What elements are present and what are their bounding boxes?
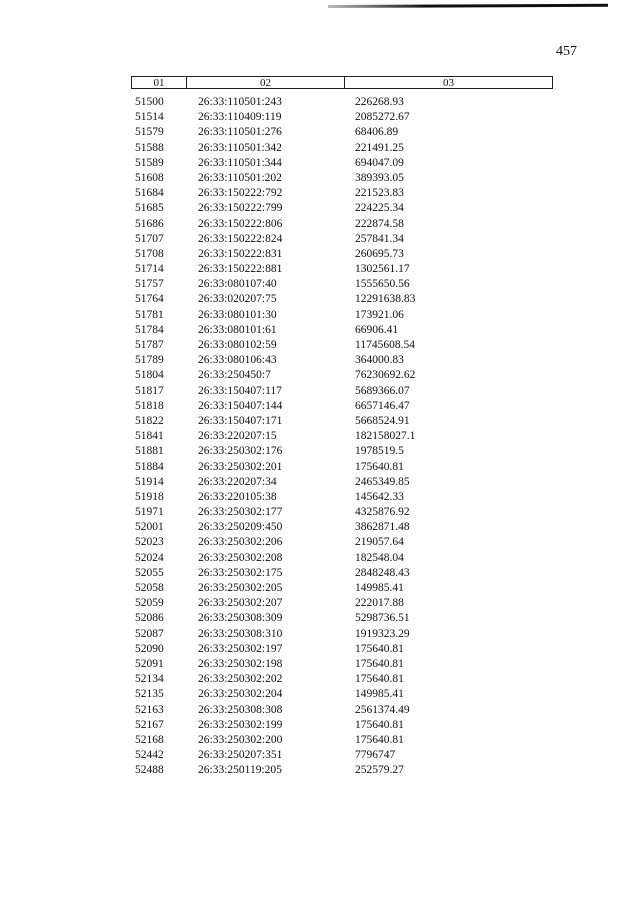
cell-value: 149985.41	[355, 582, 404, 594]
table-row	[133, 596, 495, 611]
table-row	[133, 95, 495, 110]
cell-cadastral-number: 26:33:250302:177	[198, 506, 283, 519]
cell-id: 52442	[135, 749, 164, 762]
table-row	[133, 217, 495, 232]
cell-cadastral-number: 26:33:150222:824	[198, 232, 283, 245]
cell-value: 12291638.83	[355, 293, 416, 306]
cell-cadastral-number: 26:33:250119:205	[198, 764, 282, 777]
cell-id: 52055	[135, 566, 164, 579]
cell-value: 222874.58	[355, 217, 404, 230]
cell-cadastral-number: 26:33:250209:450	[198, 521, 283, 534]
table-row	[133, 247, 495, 262]
cell-id: 51817	[135, 384, 164, 397]
cell-id: 51684	[135, 187, 164, 200]
cell-id: 51579	[135, 126, 164, 139]
cell-id: 52059	[135, 597, 164, 610]
cell-id: 52086	[135, 612, 164, 625]
cell-value: 224225.34	[355, 202, 404, 215]
cell-id: 51841	[135, 430, 164, 443]
cell-cadastral-number: 26:33:150407:144	[198, 399, 283, 412]
cell-id: 51918	[135, 490, 164, 503]
page-number: 457	[556, 44, 577, 59]
cell-cadastral-number: 26:33:250302:202	[198, 673, 283, 686]
cell-cadastral-number: 26:33:250302:175	[198, 566, 283, 579]
cell-cadastral-number: 26:33:110501:243	[198, 96, 282, 108]
cell-value: 221523.83	[355, 187, 404, 200]
cell-value: 173921.06	[355, 308, 404, 321]
cell-id: 51789	[135, 354, 164, 367]
table-row	[133, 262, 495, 277]
cell-id: 51500	[135, 96, 164, 108]
table-row	[133, 125, 495, 140]
cell-value: 222017.88	[355, 597, 404, 610]
cell-cadastral-number: 26:33:250308:309	[198, 612, 283, 625]
table-row	[133, 368, 495, 383]
cell-value: 175640.81	[355, 460, 404, 473]
cell-value: 2085272.67	[355, 111, 410, 124]
cell-id: 52058	[135, 582, 164, 594]
cell-cadastral-number: 26:33:250302:201	[198, 460, 283, 473]
table-row	[133, 429, 495, 444]
cell-value: 252579.27	[355, 764, 404, 777]
cell-cadastral-number: 26:33:250308:310	[198, 627, 283, 640]
cell-cadastral-number: 26:33:250302:208	[198, 551, 283, 564]
table-row	[133, 323, 495, 338]
cell-id: 51707	[135, 232, 164, 245]
cell-cadastral-number: 26:33:080107:40	[198, 278, 277, 291]
cell-value: 4325876.92	[355, 506, 410, 519]
table-row	[133, 110, 495, 125]
cell-id: 51884	[135, 460, 164, 473]
cell-value: 6657146.47	[355, 399, 410, 412]
table-header	[131, 76, 553, 89]
cell-id: 51608	[135, 171, 164, 184]
cell-cadastral-number: 26:33:250302:198	[198, 657, 283, 670]
cell-value: 175640.81	[355, 673, 404, 686]
cell-value: 66906.41	[355, 323, 399, 336]
table-row	[133, 444, 495, 459]
cell-value: 2848248.43	[355, 566, 410, 579]
cell-value: 694047.09	[355, 156, 404, 169]
cell-value: 221491.25	[355, 141, 404, 154]
cell-cadastral-number: 26:33:080101:61	[198, 323, 277, 336]
top-rule	[328, 4, 608, 8]
cell-value: 219057.64	[355, 536, 404, 549]
cell-value: 5668524.91	[355, 414, 410, 427]
cell-cadastral-number: 26:33:080102:59	[198, 339, 277, 351]
cell-cadastral-number: 26:33:150222:881	[198, 263, 283, 276]
table-row	[133, 338, 495, 353]
table-row	[133, 156, 495, 171]
table-row	[133, 535, 495, 550]
cell-cadastral-number: 26:33:220207:34	[198, 475, 277, 488]
cell-value: 175640.81	[355, 642, 404, 655]
table-row	[133, 566, 495, 581]
table-row	[133, 733, 495, 748]
cell-id: 52134	[135, 673, 164, 686]
cell-id: 51822	[135, 414, 164, 427]
cell-cadastral-number: 26:33:250302:199	[198, 718, 283, 731]
cell-value: 364000.83	[355, 354, 404, 367]
cell-value: 5298736.51	[355, 612, 410, 625]
cell-value: 1302561.17	[355, 263, 410, 276]
table-row	[133, 186, 495, 201]
table-row	[133, 201, 495, 216]
table-row	[133, 277, 495, 292]
table-row	[133, 232, 495, 247]
cell-value: 7796747	[355, 749, 396, 762]
cell-cadastral-number: 26:33:080106:43	[198, 354, 277, 367]
table-row	[133, 703, 495, 718]
cell-id: 51818	[135, 399, 164, 412]
cell-cadastral-number: 26:33:150222:792	[198, 187, 283, 200]
cell-value: 389393.05	[355, 171, 404, 184]
table-row	[133, 490, 495, 505]
cell-cadastral-number: 26:33:250302:176	[198, 445, 283, 458]
cell-id: 52488	[135, 764, 164, 777]
cell-id: 52024	[135, 551, 164, 564]
table-body	[133, 95, 495, 778]
table-row	[133, 171, 495, 186]
table-row	[133, 475, 495, 490]
table-row	[133, 460, 495, 475]
table-row	[133, 308, 495, 323]
cell-id: 52090	[135, 642, 164, 655]
cell-id: 51686	[135, 217, 164, 230]
cell-value: 175640.81	[355, 657, 404, 670]
cell-cadastral-number: 26:33:220105:38	[198, 490, 277, 503]
cell-value: 11745608.54	[355, 339, 415, 351]
cell-id: 51757	[135, 278, 164, 291]
table-row	[133, 611, 495, 626]
cell-cadastral-number: 26:33:250302:207	[198, 597, 283, 610]
cell-value: 182548.04	[355, 551, 404, 564]
cell-id: 51685	[135, 202, 164, 215]
cell-id: 51804	[135, 369, 164, 382]
table-row	[133, 399, 495, 414]
cell-cadastral-number: 26:33:250308:308	[198, 703, 283, 716]
table-row	[133, 353, 495, 368]
column-header-02: 02	[187, 77, 345, 88]
cell-id: 51881	[135, 445, 164, 458]
cell-id: 52168	[135, 733, 164, 746]
cell-value: 3862871.48	[355, 521, 410, 534]
cell-id: 51588	[135, 141, 164, 154]
table-row	[133, 141, 495, 156]
cell-cadastral-number: 26:33:080101:30	[198, 308, 277, 321]
cell-value: 260695.73	[355, 247, 404, 260]
cell-cadastral-number: 26:33:110501:344	[198, 156, 282, 169]
cell-value: 145642.33	[355, 490, 404, 503]
table-row	[133, 627, 495, 642]
cell-cadastral-number: 26:33:250302:205	[198, 582, 283, 594]
table-row	[133, 520, 495, 535]
cell-cadastral-number: 26:33:110501:276	[198, 126, 282, 139]
cell-id: 51781	[135, 308, 164, 321]
cell-cadastral-number: 26:33:150222:806	[198, 217, 283, 230]
table-row	[133, 505, 495, 520]
cell-id: 52135	[135, 688, 164, 701]
cell-cadastral-number: 26:33:250207:351	[198, 749, 283, 762]
table-row	[133, 581, 495, 596]
table-row	[133, 642, 495, 657]
cell-cadastral-number: 26:33:020207:75	[198, 293, 277, 306]
cell-cadastral-number: 26:33:250302:204	[198, 688, 283, 701]
cell-id: 51764	[135, 293, 164, 306]
cell-cadastral-number: 26:33:150407:117	[198, 384, 282, 397]
cell-value: 76230692.62	[355, 369, 416, 382]
cell-cadastral-number: 26:33:150222:831	[198, 247, 283, 260]
cell-value: 2561374.49	[355, 703, 410, 716]
cell-id: 52023	[135, 536, 164, 549]
cell-cadastral-number: 26:33:110501:202	[198, 171, 282, 184]
cell-value: 226268.93	[355, 96, 404, 108]
cell-id: 52163	[135, 703, 164, 716]
cell-value: 175640.81	[355, 718, 404, 731]
cell-cadastral-number: 26:33:250302:200	[198, 733, 283, 746]
cell-id: 51514	[135, 111, 164, 124]
table-row	[133, 657, 495, 672]
cell-cadastral-number: 26:33:250302:197	[198, 642, 283, 655]
cell-value: 149985.41	[355, 688, 404, 701]
cell-value: 1978519.5	[355, 445, 404, 458]
table-row	[133, 384, 495, 399]
cell-cadastral-number: 26:33:220207:15	[198, 430, 277, 443]
cell-cadastral-number: 26:33:250302:206	[198, 536, 283, 549]
table-row	[133, 551, 495, 566]
table-row	[133, 748, 495, 763]
cell-id: 52091	[135, 657, 164, 670]
cell-value: 1919323.29	[355, 627, 410, 640]
cell-value: 5689366.07	[355, 384, 410, 397]
cell-value: 175640.81	[355, 733, 404, 746]
table-row	[133, 672, 495, 687]
cell-id: 51914	[135, 475, 164, 488]
cell-cadastral-number: 26:33:110409:119	[198, 111, 282, 124]
table-row	[133, 718, 495, 733]
cell-id: 51787	[135, 339, 164, 351]
cell-id: 51971	[135, 506, 164, 519]
cell-value: 257841.34	[355, 232, 404, 245]
cell-value: 1555650.56	[355, 278, 410, 291]
cell-cadastral-number: 26:33:250450:7	[198, 369, 271, 382]
table-row	[133, 414, 495, 429]
cell-value: 182158027.1	[355, 430, 416, 443]
cell-cadastral-number: 26:33:110501:342	[198, 141, 282, 154]
column-header-01: 01	[132, 77, 187, 88]
table-row	[133, 292, 495, 307]
cell-id: 52001	[135, 521, 164, 534]
cell-id: 52167	[135, 718, 164, 731]
cell-cadastral-number: 26:33:150407:171	[198, 414, 283, 427]
cell-id: 51714	[135, 263, 164, 276]
table-row	[133, 687, 495, 702]
table-row	[133, 763, 495, 778]
cell-value: 68406.89	[355, 126, 399, 139]
cell-value: 2465349.85	[355, 475, 410, 488]
cell-id: 51708	[135, 247, 164, 260]
cell-id: 51784	[135, 323, 164, 336]
column-header-03: 03	[443, 77, 454, 89]
cell-id: 52087	[135, 627, 164, 640]
cell-id: 51589	[135, 156, 164, 169]
cell-cadastral-number: 26:33:150222:799	[198, 202, 283, 215]
